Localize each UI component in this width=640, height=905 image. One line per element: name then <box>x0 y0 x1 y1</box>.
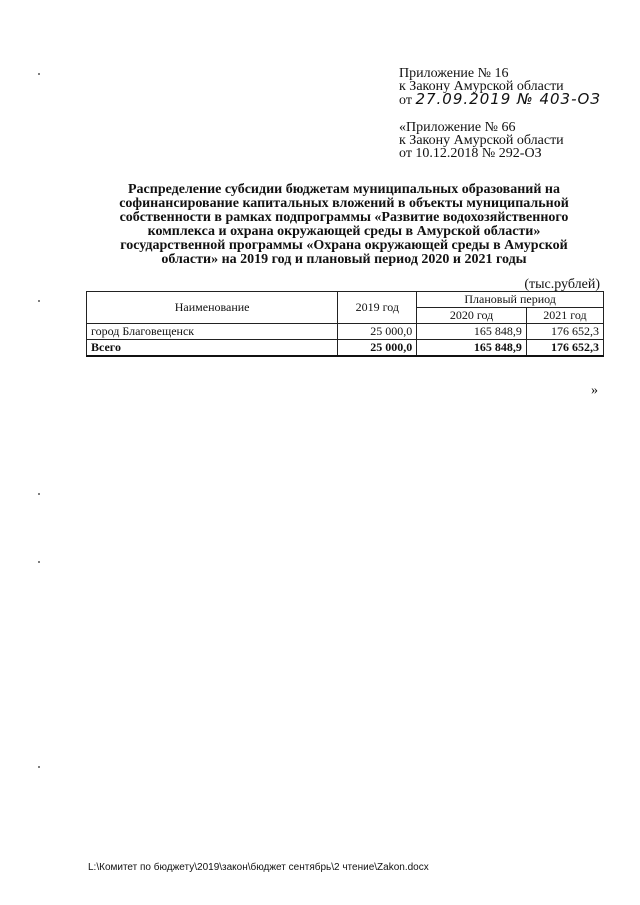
prev-appendix-law-ref: к Закону Амурской области <box>399 133 564 148</box>
row-name: город Благовещенск <box>87 324 338 340</box>
scan-speck <box>38 561 40 563</box>
table-row <box>87 324 604 340</box>
closing-quote: » <box>591 383 598 398</box>
scan-speck <box>38 766 40 768</box>
total-value-2019: 25 000,0 <box>338 340 417 357</box>
title-line-4: комплекса и охрана окружающей среды в Амурской области» <box>147 224 541 239</box>
appendix-number: Приложение № 16 <box>399 66 509 81</box>
header-year-2019: 2019 год <box>338 292 417 324</box>
handwritten-date-number: 27.09.2019 № 403-ОЗ <box>415 90 601 108</box>
title-line-5: государственной программы «Охрана окружающей среды в Амурской <box>120 238 568 253</box>
table-header-row-1 <box>87 292 604 308</box>
header-year-2020: 2020 год <box>417 308 527 324</box>
appendix-date-line <box>399 90 619 108</box>
total-name: Всего <box>87 340 338 357</box>
header-name: Наименование <box>87 292 338 324</box>
title-line-6: области» на 2019 год и плановый период 2020 и 2021 годы <box>161 252 527 267</box>
document-title <box>95 183 593 267</box>
appendix-law-ref: к Закону Амурской области <box>399 79 564 94</box>
appendix-date-prefix: от <box>399 93 412 108</box>
appendix-current-header <box>399 67 619 107</box>
scan-speck <box>38 300 40 302</box>
prev-appendix-number: «Приложение № 66 <box>399 120 516 135</box>
total-value-2020: 165 848,9 <box>417 340 527 357</box>
row-value-2019: 25 000,0 <box>338 324 417 340</box>
title-line-1: Распределение субсидии бюджетам муниципальных образований на <box>128 182 560 197</box>
prev-appendix-date: от 10.12.2018 № 292-ОЗ <box>399 146 542 161</box>
appendix-previous-header <box>399 121 619 160</box>
file-path-footer: L:\Комитет по бюджету\2019\закон\бюджет сентябрь\2 чтение\Zakon.docx <box>88 862 429 873</box>
total-value-2021: 176 652,3 <box>526 340 603 357</box>
header-year-2021: 2021 год <box>526 308 603 324</box>
title-line-2: софинансирование капитальных вложений в объекты муниципальной <box>119 196 569 211</box>
units-label: (тыс.рублей) <box>524 277 600 292</box>
title-line-3: собственности в рамках подпрограммы «Развитие водохозяйственного <box>119 210 569 225</box>
table-total-row <box>87 340 604 357</box>
scan-speck <box>38 493 40 495</box>
scan-speck <box>38 73 40 75</box>
row-value-2021: 176 652,3 <box>526 324 603 340</box>
subsidy-table <box>86 291 604 357</box>
row-value-2020: 165 848,9 <box>417 324 527 340</box>
header-planning-period: Плановый период <box>417 292 604 308</box>
